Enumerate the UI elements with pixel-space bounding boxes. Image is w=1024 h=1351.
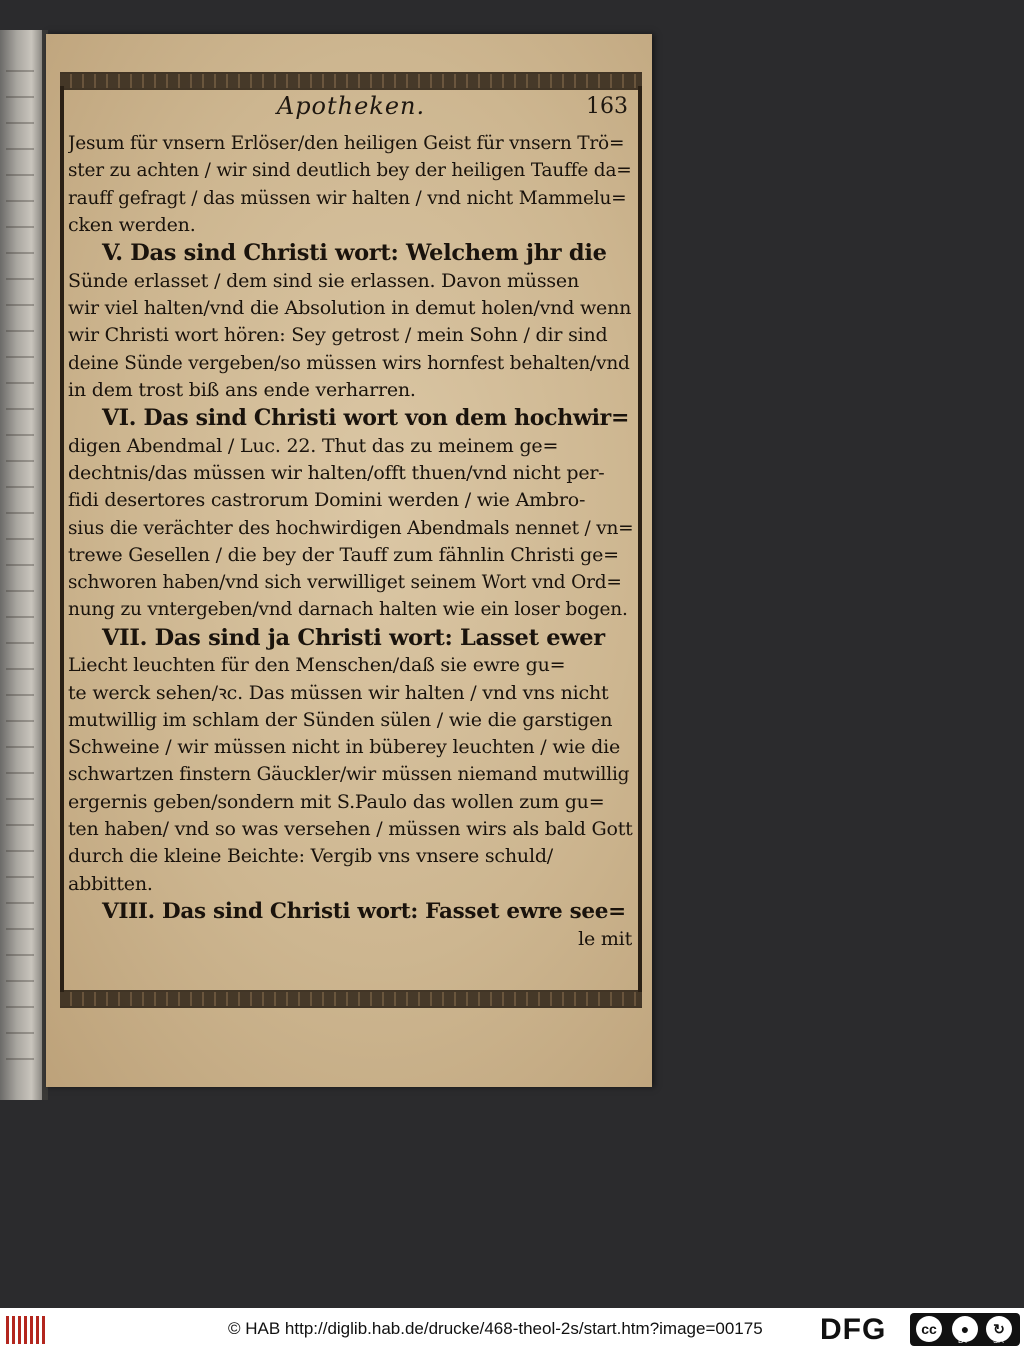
text-line: dechtnis/das müssen wir halten/offt thuen/vnd nicht per- xyxy=(68,461,605,484)
text-line: te werck sehen/ꝛc. Das müssen wir halten / vnd vns nicht xyxy=(68,681,609,704)
text-line: mutwillig im schlam der Sünden sülen / wie die garstigen xyxy=(68,708,613,731)
footer-bar xyxy=(0,1308,1024,1351)
hab-logo-icon[interactable] xyxy=(6,1316,46,1344)
text-line: in dem trost biß ans ende verharren. xyxy=(68,378,416,401)
text-line: durch die kleine Beichte: Vergib vns vnsere schuld/ xyxy=(68,845,553,868)
text-line: Jesum für vnsern Erlöser/den heiligen Geist für vnsern Trö= xyxy=(68,133,625,154)
text-line: Liecht leuchten für den Menschen/daß sie ewre gu= xyxy=(68,654,566,677)
dfg-logo[interactable]: DFG xyxy=(820,1313,887,1346)
text-line: V. Das sind Christi wort: Welchem jhr die xyxy=(102,240,607,267)
ornamental-border-top xyxy=(60,72,642,90)
sa-label: SA xyxy=(993,1336,1004,1345)
text-line: le mit xyxy=(578,928,632,951)
text-line: cken werden. xyxy=(68,213,196,236)
text-line: sius die verächter des hochwirdigen Abendmals nennet / vn= xyxy=(68,517,634,539)
text-line: VIII. Das sind Christi wort: Fasset ewre see= xyxy=(102,898,626,924)
text-line: schwartzen finstern Gäuckler/wir müssen niemand mutwillig xyxy=(68,764,630,786)
page-number: 163 xyxy=(586,94,628,119)
text-line: ten haben/ vnd so was versehen / müssen wirs als bald Gott xyxy=(68,818,633,841)
running-head xyxy=(66,90,636,126)
text-line: VII. Das sind ja Christi wort: Lasset ewer xyxy=(102,624,605,651)
text-line: schworen haben/vnd sich verwilliget seinem Wort vnd Ord= xyxy=(68,572,622,594)
cc-license-badge[interactable] xyxy=(910,1313,1020,1346)
sa-icon: ↻ xyxy=(986,1316,1012,1342)
text-line: deine Sünde vergeben/so müssen wirs hornfest behalten/vnd xyxy=(68,352,630,374)
text-line: digen Abendmal / Luc. 22. Thut das zu meinem ge= xyxy=(68,434,559,457)
text-line: ster zu achten / wir sind deutlich bey der heiligen Tauffe da= xyxy=(68,160,632,182)
credit-link[interactable]: © HAB http://diglib.hab.de/drucke/468-theol-2s/start.htm?image=00175 xyxy=(228,1319,763,1338)
by-icon: ● xyxy=(952,1316,978,1342)
scanned-page xyxy=(46,34,652,1087)
text-line: abbitten. xyxy=(68,872,153,895)
ornamental-border-bottom xyxy=(60,990,642,1008)
by-label: BY xyxy=(958,1336,969,1345)
text-line: fidi desertores castrorum Domini werden / wie Ambro- xyxy=(68,489,586,512)
text-line: VI. Das sind Christi wort von dem hochwir= xyxy=(102,405,630,432)
text-line: wir Christi wort hören: Sey getrost / mein Sohn / dir sind xyxy=(68,324,608,347)
border-right xyxy=(638,86,642,992)
text-line: nung zu vntergeben/vnd darnach halten wie ein loser bogen. xyxy=(68,599,628,621)
running-title: Apotheken. xyxy=(276,92,426,120)
previous-page-edge xyxy=(0,30,42,1100)
text-line: Schweine / wir müssen nicht in büberey leuchten / wie die xyxy=(68,736,621,759)
text-line: Sünde erlasset / dem sind sie erlassen. Davon müssen xyxy=(68,269,580,292)
text-line: wir viel halten/vnd die Absolution in demut holen/vnd wenn xyxy=(68,296,632,319)
cc-icon: cc xyxy=(916,1316,942,1342)
text-line: ergernis geben/sondern mit S.Paulo das wollen zum gu= xyxy=(68,790,605,813)
text-line: trewe Gesellen / die bey der Tauff zum fähnlin Christi ge= xyxy=(68,543,619,566)
border-left xyxy=(60,86,64,992)
text-line: rauff gefragt / das müssen wir halten / vnd nicht Mammelu= xyxy=(68,187,627,209)
previous-page-text-edge xyxy=(6,70,34,1060)
text-block xyxy=(68,130,636,988)
